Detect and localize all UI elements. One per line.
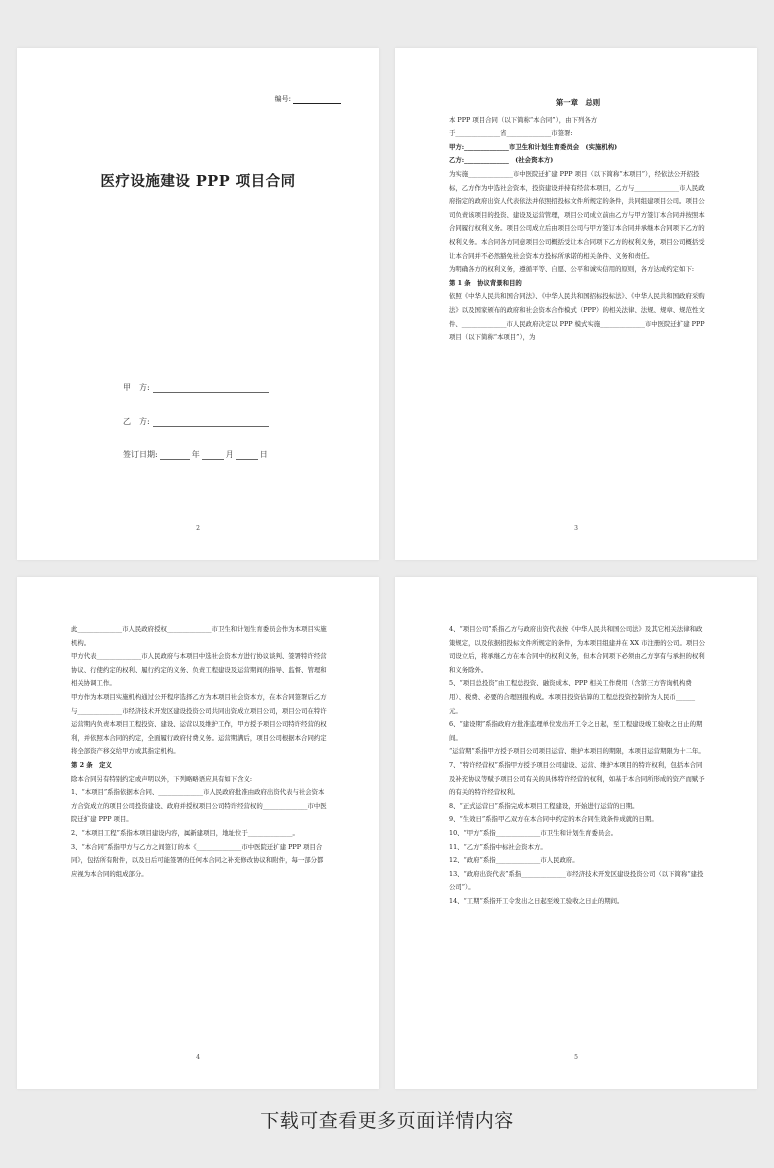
section-heading: 第 1 条 协议背景和目的	[449, 278, 522, 287]
party-b-label: 乙 方:	[123, 417, 150, 426]
paragraph: 7、“特许经营权”系指甲方授予项目公司建设、运营、维护本项目的特许权利，包括本合同及补充协议等赋予项目公司有关的具体特许经营的权利，如基于本合同所形成的资产而赋予的有关的特许经营权利。	[449, 760, 705, 797]
paragraph: 5、“项目总投资”由工程总投资、融资成本、PPP 相关工作费用（含第三方咨询机构费用）、税费、必要的合理回报构成。本项目投资估算的工程总投资控制价为人民币______元。	[449, 679, 696, 715]
paragraph: 12、“政府”系指______________市人民政府。	[449, 856, 579, 865]
section-heading: 第 2 条 定义	[71, 760, 112, 769]
paragraph: 甲方作为本项目实施机构通过公开程序选择乙方为本项目社会资本方，在本合同签署后乙方与______________市经济技术开发区建设投资公司共同出资成立项目公司，项目公司在特许运营期内负责本项目工程投资、建设、运营以及维护工作，甲方授予项目公司特许经营的权利，并依照本合同的约定，全面履行政府付费义务。运营期满后，项目公司根据本合同约定将全部资产移交给甲方或其指定机构。	[71, 692, 327, 756]
page-3-paragraphs	[449, 114, 707, 345]
page-cover	[17, 48, 379, 560]
page-4-body	[71, 623, 329, 881]
sign-date-line	[123, 449, 268, 460]
page-5	[395, 577, 757, 1089]
page-3-body	[449, 96, 707, 345]
paragraph: 甲方代表______________市人民政府与本项目中选社会资本方进行协议谈判、签署特许经营协议、行使约定的权利、履行约定的义务、负责工程建设及运营期间的指导、监督、管理和相关协调工作。	[71, 652, 327, 688]
serial-number-line	[293, 96, 341, 104]
serial-number-label: 编号:	[274, 95, 291, 103]
section-heading: 乙方:______________ (社会资本方)	[449, 156, 554, 165]
paragraph: 6、“建设期”系指政府方批准监理单位发出开工令之日起，至工程建设竣工验收之日止的期间。	[449, 720, 703, 742]
party-b-line	[123, 416, 269, 427]
page-3	[395, 48, 757, 560]
paragraph: 11、“乙方”系指中标社会资本方。	[449, 842, 547, 851]
serial-number	[275, 94, 341, 104]
paragraph: 此______________市人民政府授权______________市卫生和计划生育委员会作为本项目实施机构。	[71, 625, 327, 647]
section-heading: 甲方:______________市卫生和计划生育委员会 (实施机构)	[449, 142, 618, 151]
paragraph: 9、“生效日”系指甲乙双方在本合同中约定的本合同生效条件成就的日期。	[449, 815, 658, 824]
month-label: 月	[225, 450, 234, 459]
paragraph: 13、“政府出资代表”系指______________市经济技术开发区建设投资公司（以下简称“建投公司”）。	[449, 869, 704, 892]
party-a-label: 甲 方:	[123, 383, 150, 392]
paragraph: 8、“正式运营日”系指完成本项目工程建设，开始进行运营的日期。	[449, 801, 639, 810]
paragraph: 本 PPP 项目合同（以下简称“本合同”），由下列各方	[449, 115, 598, 124]
day-label: 日	[259, 450, 268, 459]
paragraph: 4、“项目公司”系指乙方与政府出资代表按《中华人民共和国公司法》及其它相关法律和政策规定，以及依据招投标文件所规定的条件，为本项目组建并在 XX 市注册的公司。项目公司设立后，将承继乙方在本合同中的权利义务，但本合同项下必须由乙方享有与承担的权利和义务除外。	[449, 625, 706, 674]
page-4	[17, 577, 379, 1089]
paragraph: 2、“本项目工程”系指本项目建设内容，属新建项目，地址位于______________。	[71, 828, 299, 837]
download-prompt[interactable]: 下载可查看更多页面详情内容	[260, 1110, 514, 1132]
page-number: 2	[196, 525, 200, 532]
paragraph: “运营期”系指甲方授予项目公司项目运营、维护本项目的期限，本项目运营期限为十二年。	[449, 747, 705, 756]
page-5-paragraphs	[449, 623, 707, 908]
paragraph: 除本合同另有特别约定或声明以外，下列略略语应具有如下含义:	[71, 774, 253, 783]
page-number: 4	[196, 1054, 200, 1061]
paragraph: 10、“甲方”系指______________市卫生和计划生育委员会。	[449, 828, 618, 837]
sign-date-label: 签订日期:	[123, 450, 158, 459]
paragraph: 为明确各方的权利义务，遵循平等、自愿、公平和诚实信用的原则，各方达成约定如下:	[449, 265, 694, 274]
page-4-paragraphs	[71, 623, 329, 881]
party-a-line	[123, 382, 269, 393]
paragraph: 于______________省______________市签署:	[449, 129, 573, 138]
paragraph: 依照《中华人民共和国合同法》、《中华人民共和国招标投标法》、《中华人民共和国政府采购法》以及国家颁布的政府和社会资本合作模式（PPP）的相关法律、法规、规章、规范性文件、______________市人民政府决定以 PPP 模式实施______________市中医院迁扩建 PPP 项目（以下简称“本项目”），为	[449, 292, 705, 342]
page-number: 3	[574, 525, 578, 532]
paragraph: 14、“工期”系指开工令发出之日起至竣工验收之日止的期间。	[449, 896, 624, 905]
year-label: 年	[191, 450, 200, 459]
paragraph: 3、“本合同”系指甲方与乙方之间签订的本《______________市中医院迁扩建 PPP 项目合同》，包括所有附件，以及日后可能签署的任何本合同之补充修改协议和附件，每一部分都应视为本合同的组成部分。	[71, 842, 324, 878]
chapter-title: 第一章 总则	[555, 98, 601, 107]
page-5-body	[449, 623, 707, 908]
paragraph: 为实施______________市中医院迁扩建 PPP 项目（以下简称“本项目”），经依法公开招投标，乙方作为中选社会资本，投资建设并持有经营本项目，乙方与______________市人民政府指定的政府出资人代表依法并依照招投标文件所规定的条件，共同组建项目公司。项目公司负责该项目的投资、建设及运营管理，项目公司成立前由乙方与甲方签订本合同并按照本合同履行权利义务。项目公司成立后由项目公司与甲方签订本合同并承继本合同项下乙方的权利义务。本合同各方同意项目公司概括受让本合同项下乙方的权利义务，项目公司概括受让本合同并不必然豁免社会资本方投标所承诺的相关条件、义务和责任。	[449, 169, 705, 260]
paragraph: 1、“本项目”系指依据本合同、______________市人民政府批准由政府出资代表与社会资本方合资成立的项目公司投资建设、政府并授权项目公司特许经营权的______________市中医院迁扩建 PPP 项目。	[71, 788, 327, 824]
page-number: 5	[574, 1054, 578, 1061]
document-title: 医疗设施建设 PPP 项目合同	[100, 173, 296, 190]
